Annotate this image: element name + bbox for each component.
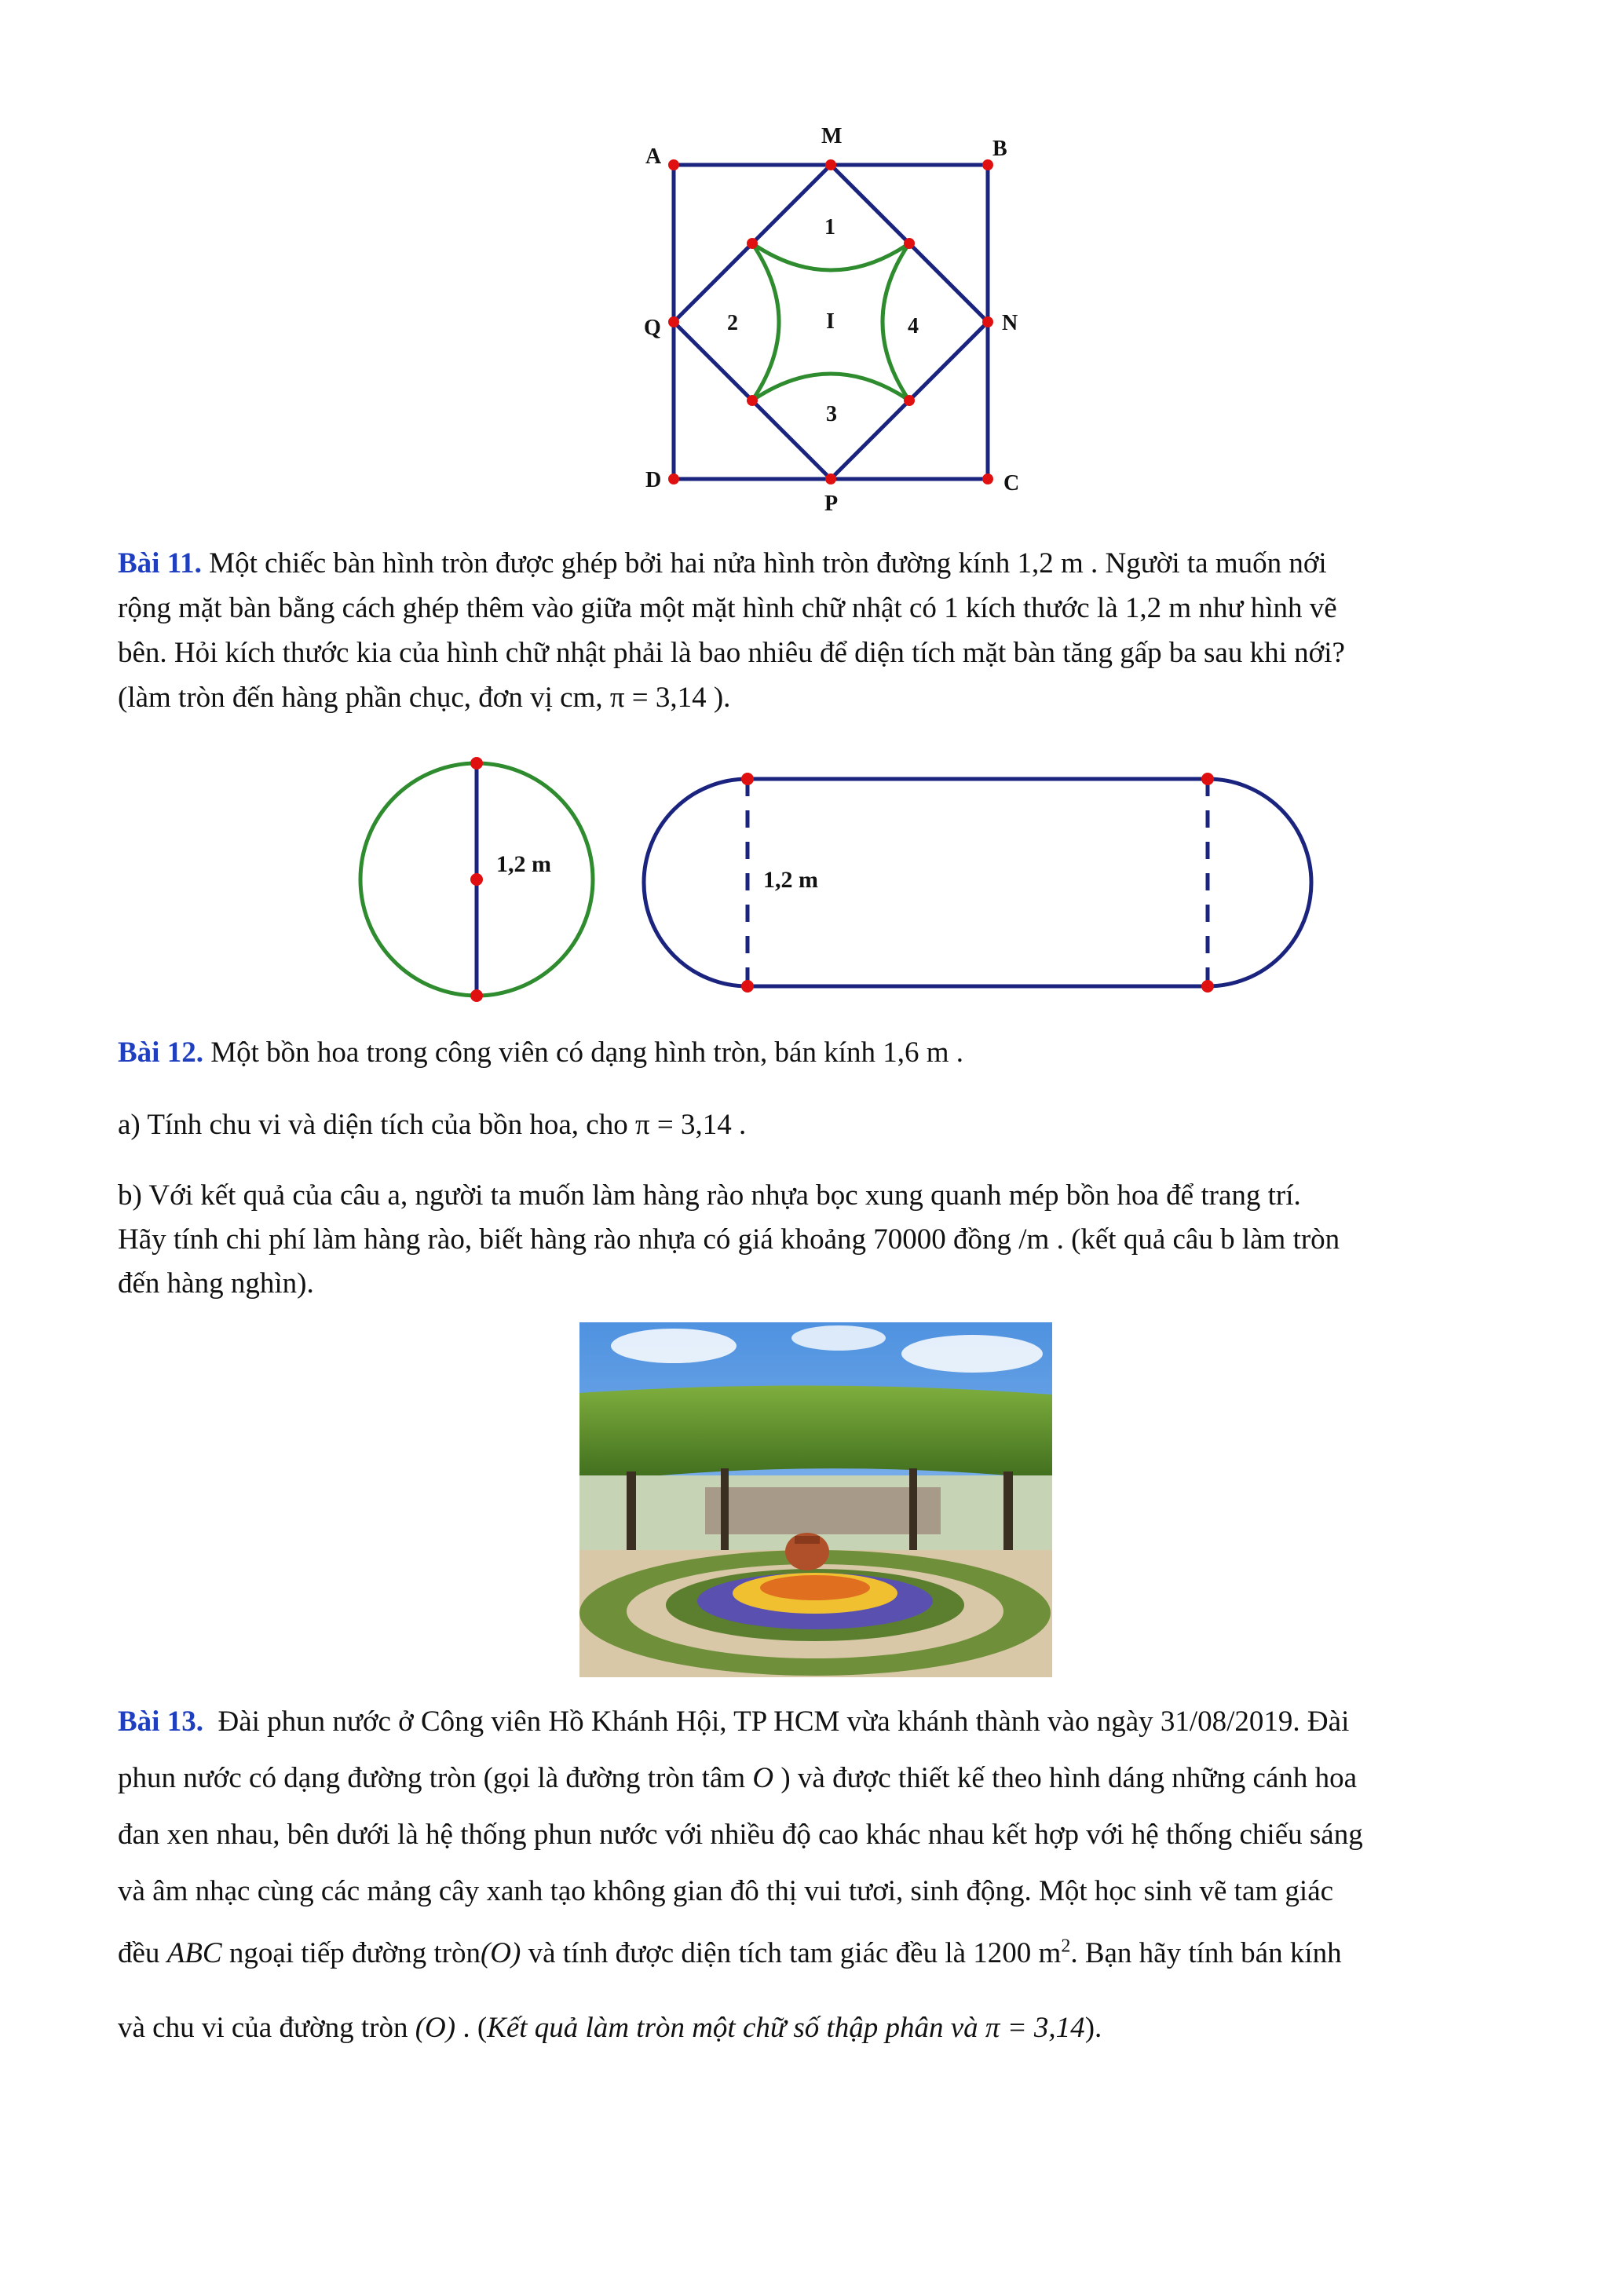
bai13-line-3: đan xen nhau, bên dưới là hệ thống phun nước với nhiều độ cao khác nhau kết hợp với hệ thống chiếu sáng (118, 1819, 1363, 1851)
bai13-line-1 (118, 1694, 1515, 1750)
bai13-center-o: O (752, 1762, 774, 1794)
bai13-text-5a: đều (118, 1937, 167, 1969)
label-region-4: 4 (908, 314, 919, 338)
label-region-3: 3 (826, 402, 837, 426)
bai11-line-1 (118, 541, 1515, 586)
bai13-text-6c: ). (1084, 2012, 1102, 2044)
bai13-text-5c: và tính được diện tích tam giác đều là 1200 m (521, 1937, 1062, 1969)
point-rect-tl (741, 773, 754, 785)
point-arc-4 (747, 395, 758, 406)
bai11-line-4: (làm tròn đến hàng phần chục, đơn vị cm, π = 3,14 ). (118, 682, 731, 714)
point-n (982, 316, 993, 327)
bai13-line-2 (118, 1750, 1515, 1807)
rect-side-label: 1,2 m (763, 867, 818, 893)
table-figure (353, 754, 1319, 1013)
bai13-title: Bài 13. (118, 1706, 203, 1738)
label-region-2: 2 (727, 311, 738, 335)
bai11-text-1: Một chiếc bàn hình tròn được ghép bởi hai nửa hình tròn đường kính 1,2 m . Người ta muốn nới (209, 547, 1327, 579)
point-circle-bottom (470, 989, 483, 1002)
point-arc-3 (904, 395, 915, 406)
point-a (668, 159, 679, 170)
point-circle-center (470, 873, 483, 886)
bai13-unit-sup: 2 (1061, 1936, 1071, 1957)
extended-table-outline (644, 779, 1311, 986)
point-rect-bl (741, 980, 754, 993)
bai13-text-5b: ngoại tiếp đường tròn (221, 1937, 481, 1969)
point-rect-tr (1201, 773, 1214, 785)
point-m (825, 159, 836, 170)
bai12-part-b-3: đến hàng nghìn). (118, 1267, 314, 1300)
bai12-line-1 (118, 1030, 1515, 1075)
square-figure (628, 110, 1036, 518)
label-d: D (645, 468, 662, 492)
bai13-text-6a: và chu vi của đường tròn (118, 2012, 415, 2044)
label-b: B (992, 137, 1007, 161)
label-c: C (1003, 471, 1020, 495)
bai12-part-b-1: b) Với kết quả của câu a, người ta muốn làm hàng rào nhựa bọc xung quanh mép bồn hoa để trang trí. (118, 1179, 1301, 1212)
bai12-title: Bài 12. (118, 1036, 203, 1069)
bai13-text-5d: . Bạn hãy tính bán kính (1070, 1937, 1342, 1969)
arc-left (752, 243, 779, 400)
bai13-line-4: và âm nhạc cùng các mảng cây xanh tạo không gian đô thị vui tươi, sinh động. Một học sinh vẽ tam giác (118, 1875, 1334, 1907)
bai12-part-b-2: Hãy tính chi phí làm hàng rào, biết hàng rào nhựa có giá khoảng 70000 đồng /m . (kết quả câu b làm tròn (118, 1223, 1340, 1256)
arc-right (883, 243, 909, 400)
arc-top (752, 243, 909, 270)
bai13-triangle-abc: ABC (166, 1937, 222, 1969)
bai13-text-2b: ) và được thiết kế theo hình dáng những cánh hoa (780, 1762, 1358, 1794)
label-region-1: 1 (824, 215, 835, 239)
point-c (982, 473, 993, 484)
label-a: A (645, 144, 662, 169)
label-p: P (824, 492, 839, 516)
bai13-text-1: Đài phun nước ở Công viên Hồ Khánh Hội, TP HCM vừa khánh thành vào ngày 31/08/2019. Đài (217, 1706, 1350, 1738)
bai11-title: Bài 11. (118, 547, 202, 579)
arc-bottom (752, 374, 909, 400)
point-d (668, 473, 679, 484)
label-n: N (1002, 311, 1018, 335)
garden-photo (579, 1322, 1052, 1677)
bai12-text-1: Một bồn hoa trong công viên có dạng hình tròn, bán kính 1,6 m . (210, 1036, 964, 1069)
bai11-line-3: bên. Hỏi kích thước kia của hình chữ nhật phải là bao nhiêu để diện tích mặt bàn tăng gấp ba sau khi nới? (118, 637, 1345, 669)
bai13-line-6 (118, 2000, 1515, 2057)
label-m: M (821, 124, 843, 148)
bai13-circle-o-2: (O) (415, 2012, 456, 2044)
point-rect-br (1201, 980, 1214, 993)
point-circle-top (470, 757, 483, 770)
bai11-line-2: rộng mặt bàn bằng cách ghép thêm vào giữa một mặt hình chữ nhật có 1 kích thước là 1,2 m như hình vẽ (118, 592, 1337, 624)
label-i: I (826, 309, 835, 334)
point-b (982, 159, 993, 170)
label-q: Q (644, 316, 661, 340)
circle-diameter-label: 1,2 m (496, 851, 551, 877)
point-q (668, 316, 679, 327)
bai12-part-a: a) Tính chu vi và diện tích của bồn hoa, cho π = 3,14 . (118, 1109, 747, 1141)
bai13-rounding-note: Kết quả làm tròn một chữ số thập phân và π = 3,14 (487, 2012, 1085, 2044)
bai13-text-6b: . ( (455, 2012, 488, 2044)
bai13-circle-o: (O) (480, 1937, 521, 1969)
point-arc-2 (904, 238, 915, 249)
point-p (825, 473, 836, 484)
bai13-text-2a: phun nước có dạng đường tròn (gọi là đường tròn tâm (118, 1762, 753, 1794)
point-arc-1 (747, 238, 758, 249)
bai13-line-5 (118, 1925, 1515, 1982)
